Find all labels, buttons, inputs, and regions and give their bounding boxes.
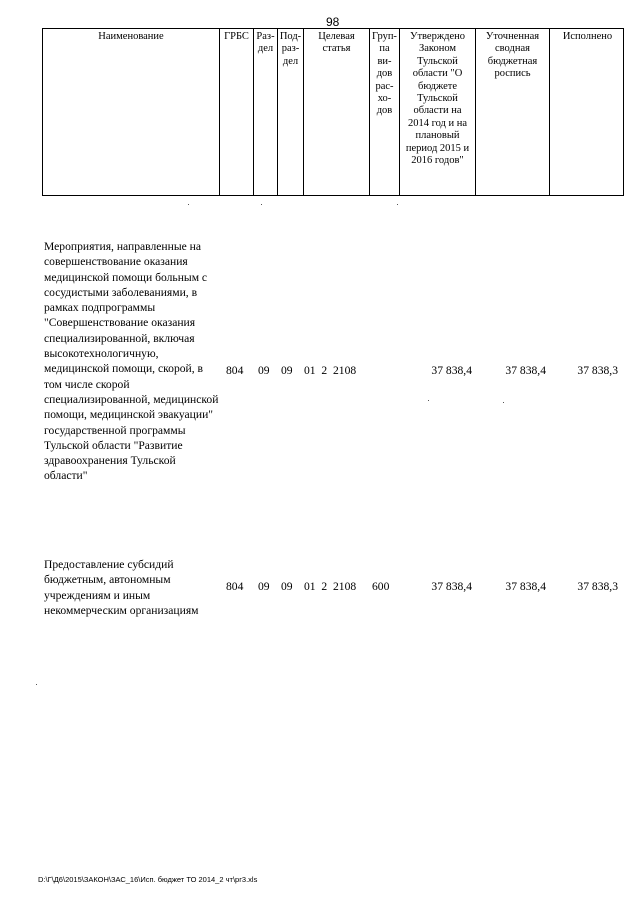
row-podrazdel: 09 <box>281 580 293 593</box>
header-expense-group: Груп- па ви- дов рас- хо- дов <box>369 29 399 195</box>
scan-dot <box>428 400 429 401</box>
scan-dot <box>261 204 262 205</box>
table-header <box>42 28 624 196</box>
row-name: Мероприятия, направленные на совершенствование оказания медицинской помощи больным с сосудистыми заболеваниями, в рамках подпрограммы "Совершенствование оказания специализированной, включая высокотехнологичную, медицинской помощи, скорой, в том числе скорой специализированной, медицинской помощи, медицинской эвакуации" государственной программы Тульской области "Развитие здравоохранения Тульской области" <box>44 240 219 483</box>
row-razdel: 09 <box>258 580 270 593</box>
row-executed: 37 838,3 <box>577 364 618 377</box>
row-expense-group: 600 <box>372 580 390 593</box>
header-executed: Исполнено <box>549 29 625 195</box>
row-podrazdel: 09 <box>281 364 293 377</box>
header-podrazdel: Под- раз- дел <box>277 29 303 195</box>
row-approved: 37 838,4 <box>431 364 472 377</box>
row-refined: 37 838,4 <box>505 364 546 377</box>
scan-dot <box>397 204 398 205</box>
row-grbs: 804 <box>226 364 244 377</box>
row-executed: 37 838,3 <box>577 580 618 593</box>
row-grbs: 804 <box>226 580 244 593</box>
scan-dot <box>503 402 504 403</box>
row-target-article: 01 2 2108 <box>304 364 357 377</box>
row-refined: 37 838,4 <box>505 580 546 593</box>
header-approved: Утверждено Законом Тульской области "О бюджете Тульской области на 2014 год и на плановый период 2015 и 2016 годов" <box>399 29 475 195</box>
header-razdel: Раз- дел <box>253 29 277 195</box>
header-target-article: Целевая статья <box>303 29 369 195</box>
page-number: 98 <box>326 15 340 29</box>
row-target-article: 01 2 2108 <box>304 580 357 593</box>
row-approved: 37 838,4 <box>431 580 472 593</box>
file-path-footer: D:\Г\Д6\2015\ЗАКОН\ЗАС_16\Исп. бюджет ТО 2014_2 чт\рг3.xls <box>38 875 258 884</box>
header-grbs: ГРБС <box>219 29 253 195</box>
header-refined: Уточненная сводная бюджетная роспись <box>475 29 549 195</box>
row-razdel: 09 <box>258 364 270 377</box>
header-name: Наименование <box>98 31 164 42</box>
scan-dot <box>188 204 189 205</box>
row-name: Предоставление субсидий бюджетным, автономным учреждениям и иным некоммерческим организациям <box>44 558 199 617</box>
scan-dot <box>36 684 37 685</box>
